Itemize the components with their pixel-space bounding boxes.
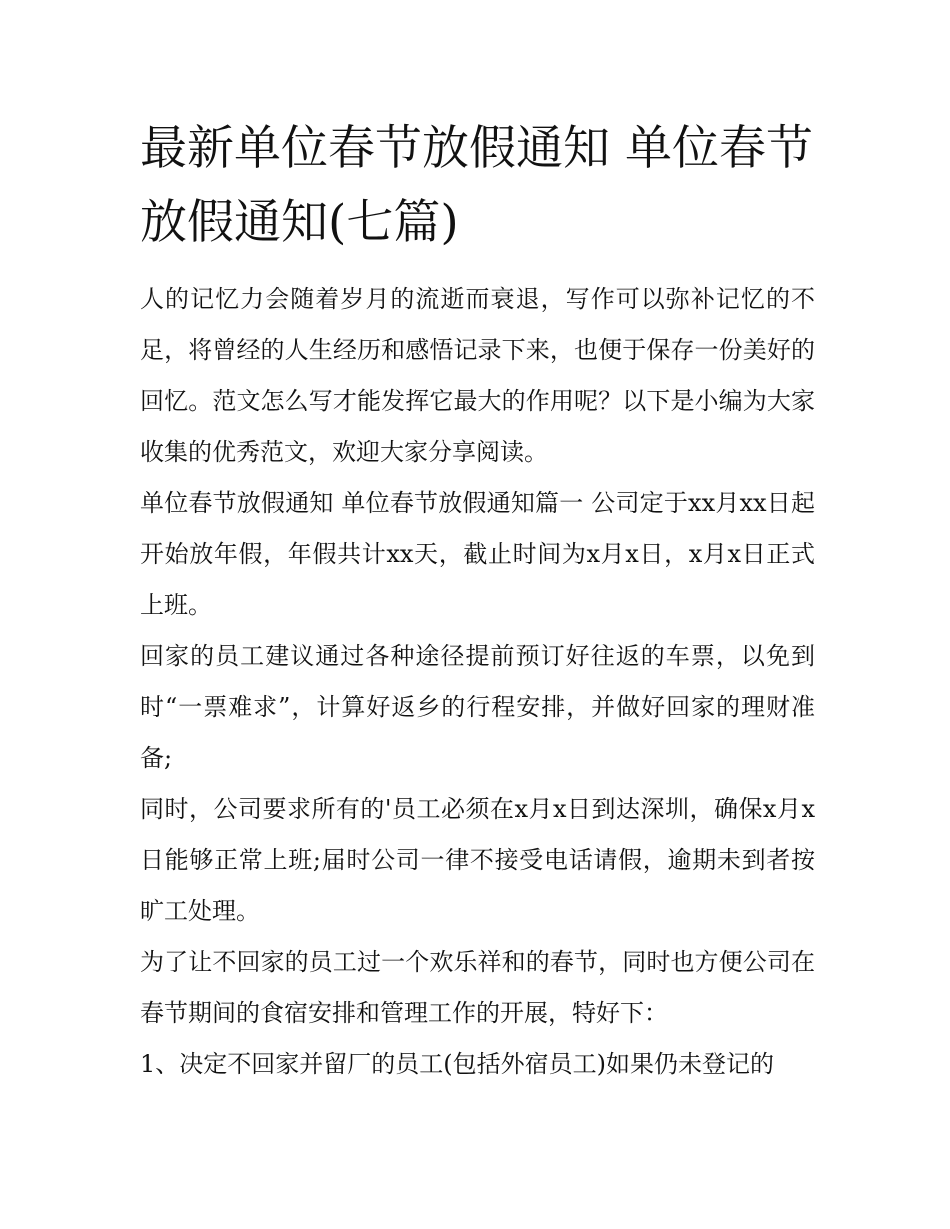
paragraph-notice: 单位春节放假通知 单位春节放假通知篇一 公司定于xx月xx日起开始放年假，年假共计xx天，截止时间为x月x日，x月x日正式上班。 [140, 489, 815, 619]
document-body [140, 112, 815, 1090]
paragraph-item-1: 1、决定不回家并留厂的员工(包括外宿员工)如果仍未登记的 [140, 1050, 774, 1078]
paragraph-tickets: 回家的员工建议通过各种途径提前预订好往返的车票，以免到时“一票难求”，计算好返乡的行程安排，并做好回家的理财准备; [140, 642, 815, 772]
paragraph-intro: 人的记忆力会随着岁月的流逝而衰退，写作可以弥补记忆的不足，将曾经的人生经历和感悟记录下来，也便于保存一份美好的回忆。范文怎么写才能发挥它最大的作用呢？以下是小编为大家收集的优秀范文，欢迎大家分享阅读。 [140, 285, 815, 466]
paragraph-return: 同时，公司要求所有的'员工必须在x月x日到达深圳，确保x月x日能够正常上班;届时公司一律不接受电话请假，逾期未到者按旷工处理。 [140, 795, 815, 925]
paragraph-stay: 为了让不回家的员工过一个欢乐祥和的春节，同时也方便公司在春节期间的食宿安排和管理工作的开展，特好下： [140, 948, 815, 1027]
document-title: 最新单位春节放假通知 单位春节放假通知(七篇) [140, 121, 813, 250]
